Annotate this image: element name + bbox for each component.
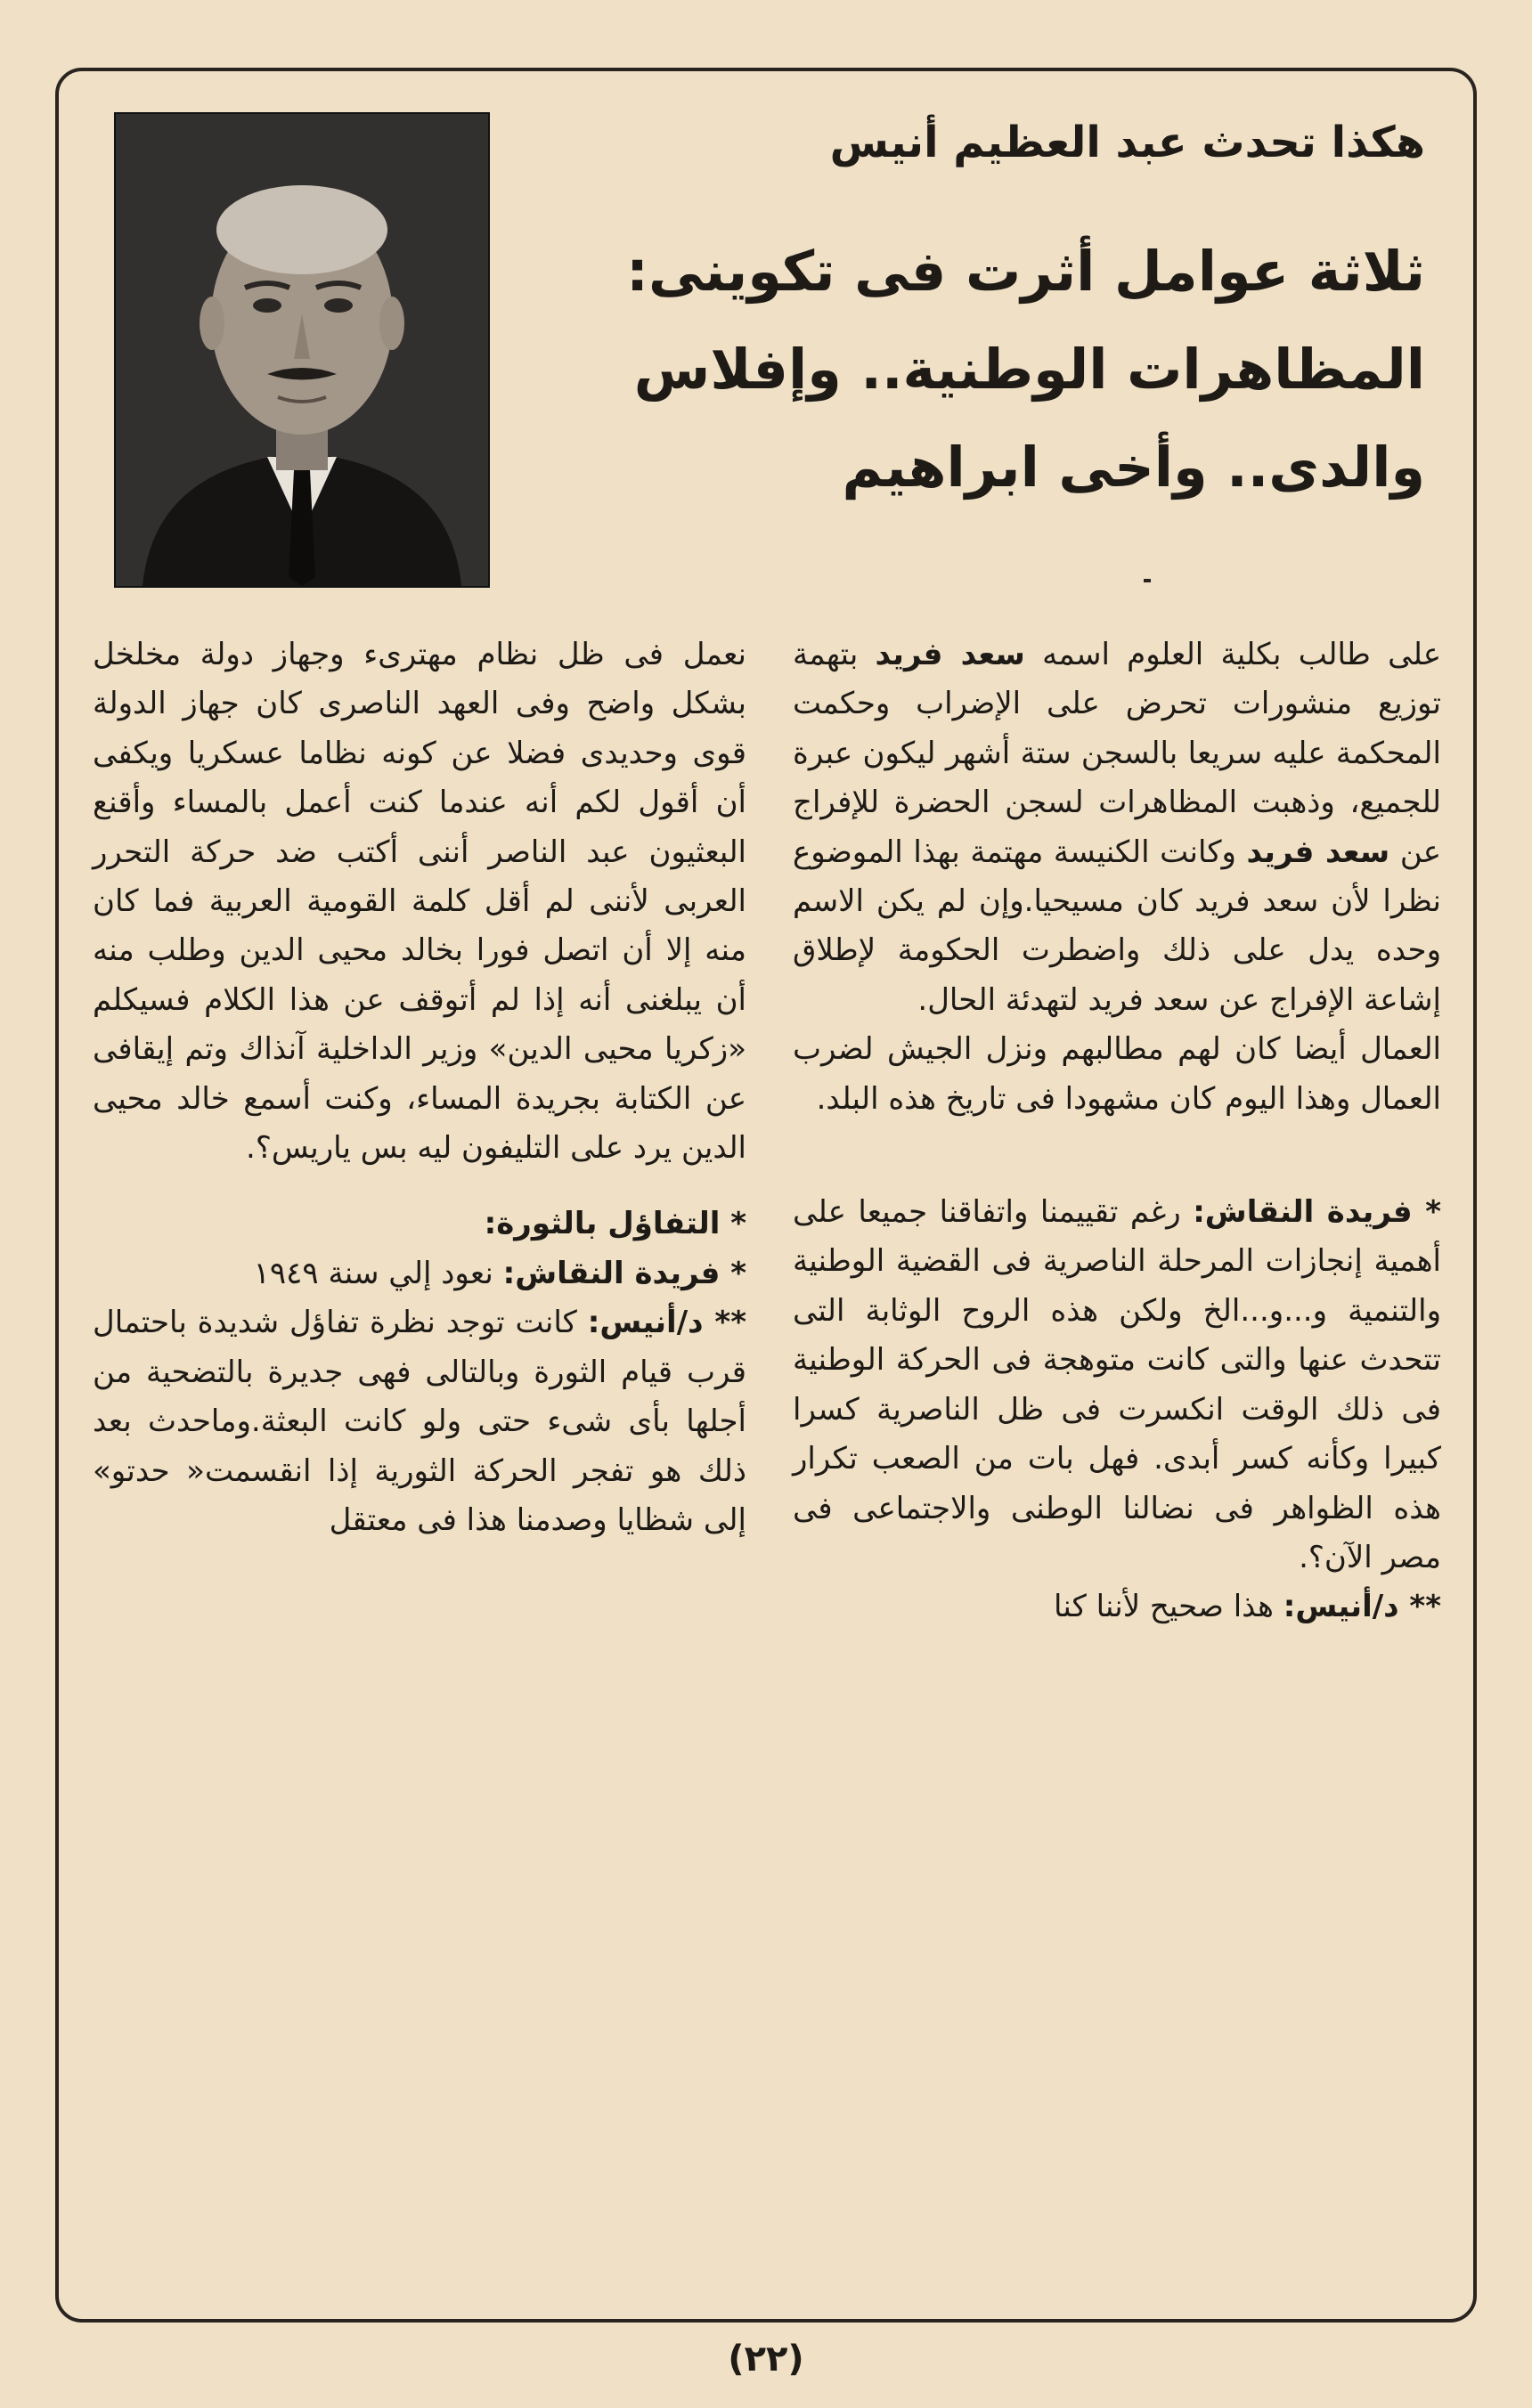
speaker-label: ** د/أنيس: (587, 1305, 746, 1341)
paragraph: نعمل فى ظل نظام مهترىء وجهاز دولة مخلخل بشكل واضح وفى العهد الناصرى كان جهاز الدولة قوى وحديدى فضلا عن كونه نظاما عسكريا ويكفى أن أقول لكم أنه عندما كنت أعمل بالمساء وأقنع البعثيون عبد الناصر أننى أكتب ضد حركة التحرر العربى لأننى لم أقل كلمة القومية العربية فما كان منه إلا أن اتصل فورا بخالد محيى الدين وطلب منه أن يبلغنى أنه إذا لم أتوقف عن هذا الكلام فسيكلم «زكريا محيى الدين» وزير الداخلية آنذاك وتم إيقافى عن الكتابة بجريدة المساء، وكنت أسمع خالد محيى الدين يرد على التليفون ليه بس ياريس؟. (93, 637, 746, 1167)
spacer (93, 1173, 746, 1200)
article-kicker: هكذا تحدث عبد العظيم أنيس (829, 118, 1425, 167)
speaker-label: * فريدة النقاش: (1193, 1194, 1441, 1231)
left-column (93, 630, 746, 1545)
paragraph-text: بتهمة توزيع منشورات تحرض على الإضراب وحكمت المحكمة عليه سريعا بالسجن ستة أشهر ليكون عبرة للجميع، وذهبت المظاهرات لسجن الحضرة للإفراج عن (793, 637, 1441, 870)
divider-mark (1144, 579, 1151, 582)
headline-line: ثلاثة عوامل أثرت فى تكوينى: (626, 239, 1425, 304)
page-number: (٢٢) (728, 2339, 804, 2380)
paragraph-text: رغم تقييمنا واتفاقنا جميعا على أهمية إنجازات المرحلة الناصرية فى القضية الوطنية والتنمية و...و...الخ ولكن هذه الروح الوثابة التى تتحدث عنها والتى كانت متوهجة فى الحركة الوطنية فى ذلك الوقت انكسرت فى ظل الناصرية كسرا كبيرا وكأنه كسر أبدى. فهل بات من الصعب تكرار هذه الظواهر فى نضالنا الوطنى والاجتماعى فى مصر الآن؟. (793, 1194, 1441, 1575)
paragraph-text: هذا صحيح لأننا كنا (1054, 1589, 1283, 1625)
portrait-icon (116, 114, 488, 586)
section-subheading: * التفاؤل بالثورة: (484, 1206, 746, 1242)
speaker-label: * فريدة النقاش: (502, 1255, 746, 1291)
speaker-label: ** د/أنيس: (1283, 1589, 1441, 1625)
paragraph-text: على طالب بكلية العلوم اسمه (1024, 637, 1441, 672)
right-column (793, 630, 1441, 1632)
paragraph (793, 1582, 1441, 1631)
headline-line: والدى.. وأخى ابراهيم (842, 435, 1425, 500)
paragraph-text: نعود إلي سنة ١٩٤٩ (253, 1255, 503, 1291)
paragraph (93, 1298, 746, 1545)
person-name: سعد فريد (875, 637, 1025, 672)
headline-line: المظاهرات الوطنية.. وإفلاس (633, 337, 1425, 402)
person-name: سعد فريد (1246, 834, 1390, 870)
paragraph-text: كانت توجد نظرة تفاؤل شديدة باحتمال قرب قيام الثورة وبالتالى فهى جديرة بالتضحية من أجلها بأى شىء حتى ولو كانت البعثة.وماحدث بعد ذلك هو تفجر الحركة الثورية إذا انقسمت« حدتو» إلى شظايا وصدمنا هذا فى معتقل (93, 1305, 746, 1538)
paragraph (793, 1188, 1441, 1582)
spacer (793, 1124, 1441, 1188)
article-header (534, 107, 1425, 517)
paragraph-text: وكانت الكنيسة مهتمة بهذا الموضوع نظرا لأن سعد فريد كان مسيحيا.وإن لم يكن الاسم وحده يدل على ذلك واضطرت الحكومة لإطلاق إشاعة الإفراج عن سعد فريد لتهدئة الحال. (793, 834, 1441, 1018)
author-photo (114, 112, 490, 588)
article-headline (534, 223, 1425, 517)
paragraph (793, 630, 1441, 1025)
paragraph (93, 1249, 746, 1298)
paragraph: العمال أيضا كان لهم مطالبهم ونزل الجيش لضرب العمال وهذا اليوم كان مشهودا فى تاريخ هذه البلد. (793, 1031, 1441, 1117)
